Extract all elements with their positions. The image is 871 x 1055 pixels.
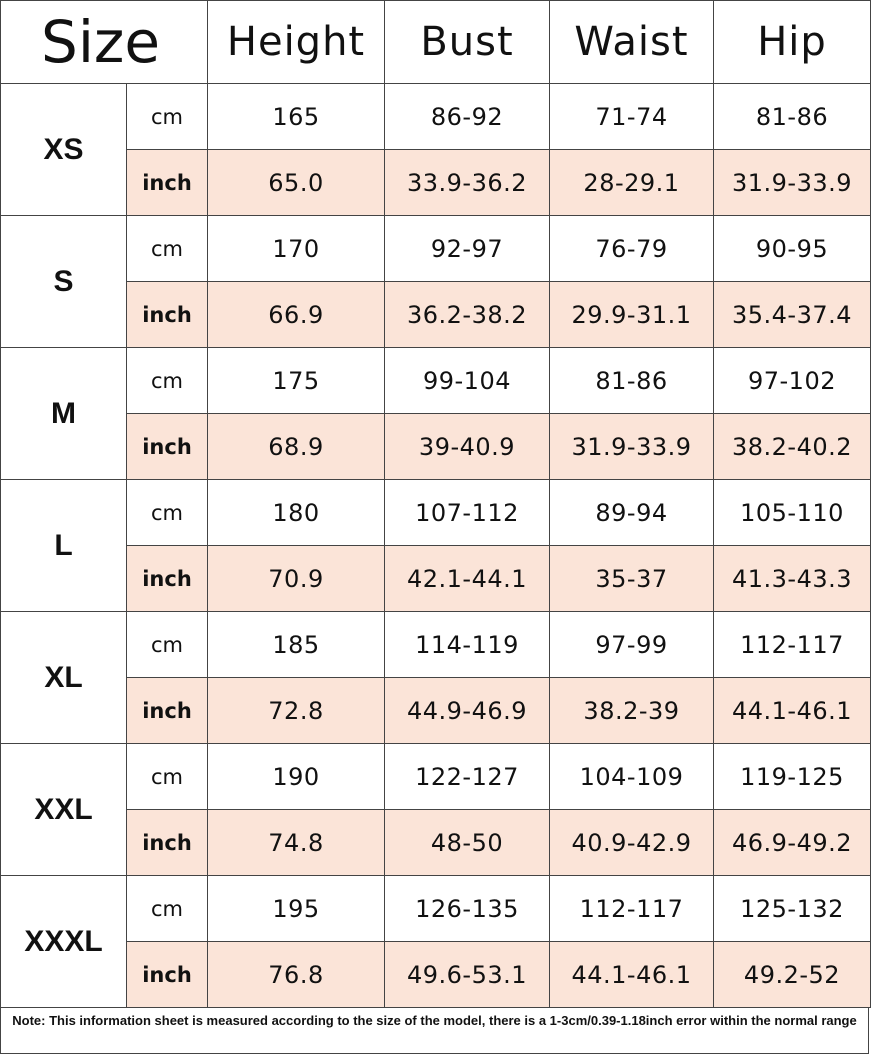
cm-hip-value: 90-95 [714,216,871,282]
inch-height-value: 72.8 [208,678,385,744]
cm-hip-value: 125-132 [714,876,871,942]
table-row-cm [1,84,871,150]
inch-bust-value: 48-50 [385,810,550,876]
cm-waist-value: 81-86 [550,348,714,414]
size-label: XXL [1,744,127,876]
cm-bust-value: 114-119 [385,612,550,678]
cm-height-value: 170 [208,216,385,282]
inch-bust-value: 44.9-46.9 [385,678,550,744]
table-row-inch [1,546,871,612]
cm-bust-value: 122-127 [385,744,550,810]
cm-bust-value: 92-97 [385,216,550,282]
size-label: XL [1,612,127,744]
cm-bust-value: 107-112 [385,480,550,546]
cm-waist-value: 76-79 [550,216,714,282]
size-label: S [1,216,127,348]
inch-waist-value: 29.9-31.1 [550,282,714,348]
unit-cm-label: cm [127,84,208,150]
inch-hip-value: 49.2-52 [714,942,871,1008]
unit-inch-label: inch [127,810,208,876]
unit-cm-label: cm [127,612,208,678]
cm-height-value: 185 [208,612,385,678]
cm-height-value: 175 [208,348,385,414]
inch-bust-value: 42.1-44.1 [385,546,550,612]
unit-cm-label: cm [127,348,208,414]
inch-bust-value: 49.6-53.1 [385,942,550,1008]
table-row-inch [1,678,871,744]
unit-cm-label: cm [127,216,208,282]
cm-waist-value: 97-99 [550,612,714,678]
inch-height-value: 68.9 [208,414,385,480]
inch-waist-value: 35-37 [550,546,714,612]
inch-waist-value: 28-29.1 [550,150,714,216]
inch-hip-value: 46.9-49.2 [714,810,871,876]
size-label: XXXL [1,876,127,1008]
cm-waist-value: 71-74 [550,84,714,150]
inch-waist-value: 40.9-42.9 [550,810,714,876]
table-row-cm [1,876,871,942]
inch-waist-value: 44.1-46.1 [550,942,714,1008]
size-label: M [1,348,127,480]
inch-hip-value: 31.9-33.9 [714,150,871,216]
inch-hip-value: 44.1-46.1 [714,678,871,744]
unit-cm-label: cm [127,744,208,810]
header-size: Size [1,1,208,84]
cm-bust-value: 86-92 [385,84,550,150]
table-row-cm [1,480,871,546]
unit-inch-label: inch [127,678,208,744]
inch-waist-value: 31.9-33.9 [550,414,714,480]
header-height: Height [208,1,385,84]
unit-inch-label: inch [127,150,208,216]
unit-inch-label: inch [127,546,208,612]
unit-inch-label: inch [127,282,208,348]
table-row-cm [1,348,871,414]
unit-inch-label: inch [127,414,208,480]
inch-height-value: 66.9 [208,282,385,348]
cm-height-value: 165 [208,84,385,150]
cm-hip-value: 105-110 [714,480,871,546]
size-label: XS [1,84,127,216]
inch-bust-value: 33.9-36.2 [385,150,550,216]
header-row [1,1,871,84]
inch-bust-value: 39-40.9 [385,414,550,480]
cm-height-value: 190 [208,744,385,810]
header-bust: Bust [385,1,550,84]
size-label: L [1,480,127,612]
cm-height-value: 195 [208,876,385,942]
unit-cm-label: cm [127,480,208,546]
inch-hip-value: 35.4-37.4 [714,282,871,348]
inch-waist-value: 38.2-39 [550,678,714,744]
table-row-cm [1,216,871,282]
unit-cm-label: cm [127,876,208,942]
inch-height-value: 76.8 [208,942,385,1008]
unit-inch-label: inch [127,942,208,1008]
measurement-note: Note: This information sheet is measured according to the size of the model, there is a 1-3cm/0.39-1.18inch error within the normal range [0,1008,869,1054]
cm-bust-value: 126-135 [385,876,550,942]
table-row-inch [1,414,871,480]
cm-bust-value: 99-104 [385,348,550,414]
table-row-inch [1,150,871,216]
table-row-inch [1,942,871,1008]
cm-waist-value: 89-94 [550,480,714,546]
cm-height-value: 180 [208,480,385,546]
table-row-cm [1,612,871,678]
cm-hip-value: 112-117 [714,612,871,678]
inch-hip-value: 41.3-43.3 [714,546,871,612]
inch-bust-value: 36.2-38.2 [385,282,550,348]
cm-hip-value: 81-86 [714,84,871,150]
cm-waist-value: 112-117 [550,876,714,942]
inch-hip-value: 38.2-40.2 [714,414,871,480]
cm-hip-value: 97-102 [714,348,871,414]
table-row-cm [1,744,871,810]
inch-height-value: 74.8 [208,810,385,876]
inch-height-value: 70.9 [208,546,385,612]
table-row-inch [1,810,871,876]
header-waist: Waist [550,1,714,84]
header-hip: Hip [714,1,871,84]
cm-hip-value: 119-125 [714,744,871,810]
table-row-inch [1,282,871,348]
inch-height-value: 65.0 [208,150,385,216]
cm-waist-value: 104-109 [550,744,714,810]
